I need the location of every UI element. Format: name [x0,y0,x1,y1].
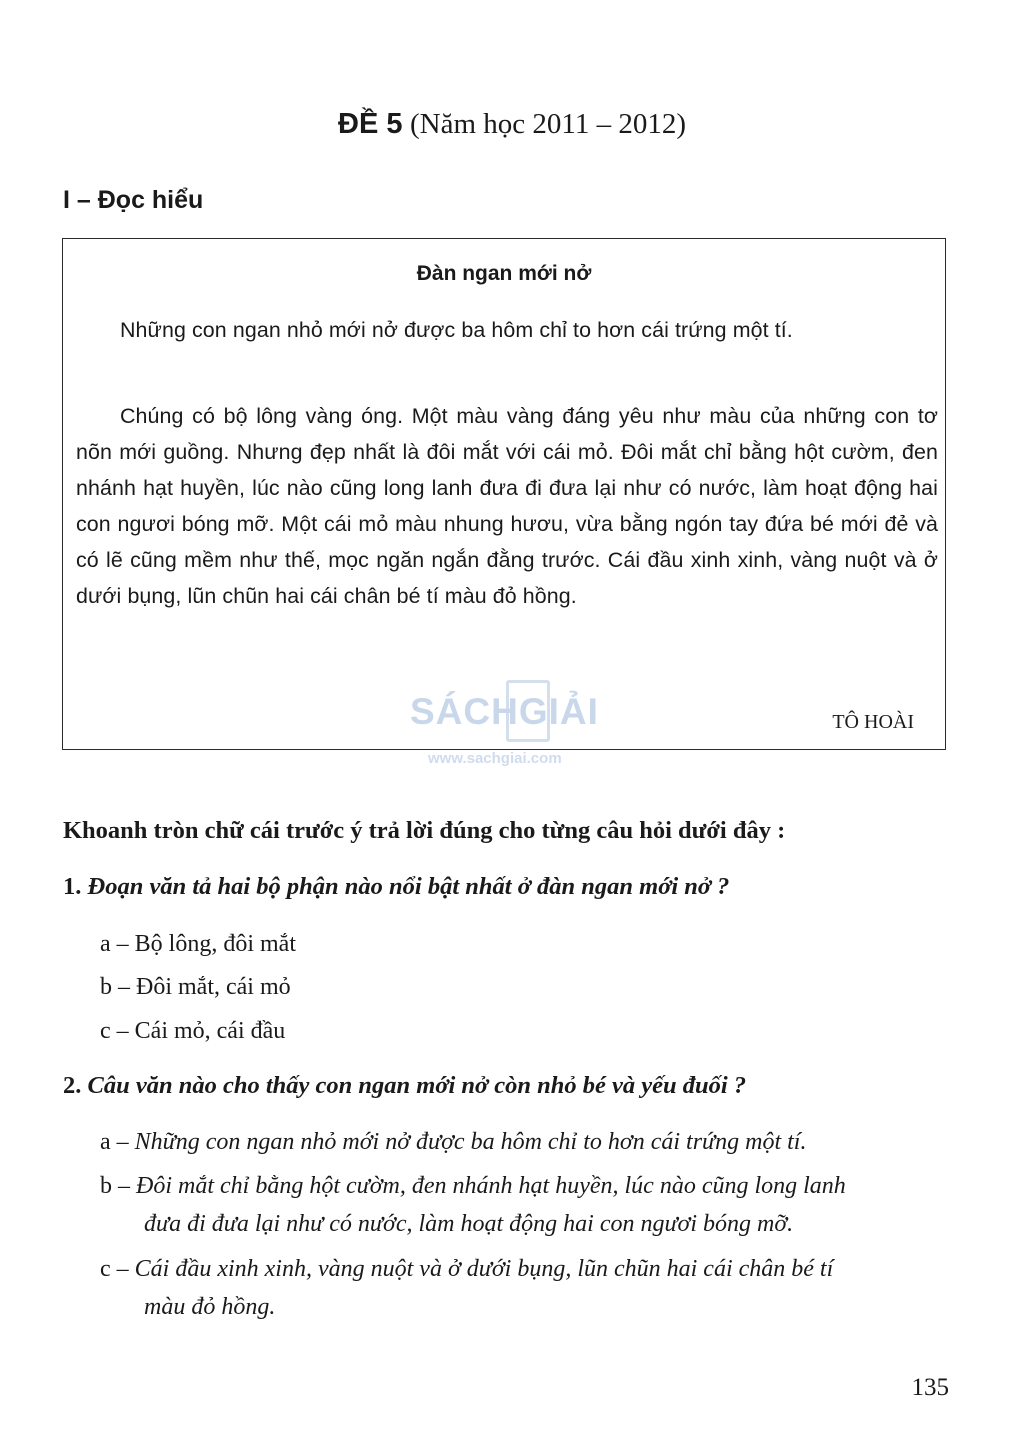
option-text: Những con ngan nhỏ mới nở được ba hôm chỉ to hơn cái trứng một tí. [134,1129,807,1155]
passage-title: Đàn ngan mới nở [416,262,592,285]
question-number: 2. [63,1072,82,1099]
option-text: Đôi mắt chỉ bằng hột cườm, đen nhánh hạt huyền, lúc nào cũng long lanh [136,1173,846,1199]
exam-title-year: (Năm học 2011 – 2012) [410,108,686,140]
option-letter: a – [100,931,129,957]
option-text: Đôi mắt, cái mỏ [136,974,291,1000]
exam-title-number: ĐỀ 5 [338,108,403,140]
section-heading: I – Đọc hiểu [63,186,204,214]
option-text-continued: màu đỏ hồng. [144,1294,276,1320]
question-2-option-b[interactable] [100,1167,948,1243]
question-1 [63,868,729,906]
option-text: Cái đầu xinh xinh, vàng nuột và ở dưới bụng, lũn chũn hai cái chân bé tí [134,1256,834,1282]
option-text-continued: đưa đi đưa lại như có nước, làm hoạt động hai con ngươi bóng mỡ. [144,1211,794,1237]
question-2-option-c[interactable] [100,1250,948,1326]
exam-title [0,104,1024,144]
watermark-brand: SÁCHGIẢI [410,691,599,732]
passage-paragraph-1: Những con ngan nhỏ mới nở được ba hôm chỉ to hơn cái trứng một tí. [120,318,793,342]
option-letter: b – [100,1173,130,1199]
option-letter: c – [100,1256,129,1282]
question-text: Đoạn văn tả hai bộ phận nào nổi bật nhất ở đàn ngan mới nở ? [87,873,730,900]
page-number: 135 [911,1374,949,1401]
question-number: 1. [63,873,82,900]
question-2-option-a[interactable] [100,1123,948,1161]
option-letter: c – [100,1018,129,1044]
question-1-option-a[interactable] [100,925,948,963]
option-text: Cái mỏ, cái đầu [134,1018,286,1044]
passage-paragraph-2: Chúng có bộ lông vàng óng. Một màu vàng đáng yêu như màu của những con tơ nõn mới guồng. Nhưng đẹp nhất là đôi mắt với cái mỏ. Đôi mắt chỉ bằng hột cườm, đen nhánh hạt huyền, lúc nào cũng long lanh đưa đi đưa lại như có nước, làm hoạt động hai con ngươi bóng mỡ. Một cái mỏ màu nhung hươu, vừa bằng ngón tay đứa bé mới đẻ và có lẽ cũng mềm như thế, mọc ngăn ngắn đằng trước. Cái đầu xinh xinh, vàng nuột và ở dưới bụng, lũn chũn hai cái chân bé tí màu đỏ hồng. [76,404,938,608]
option-letter: b – [100,974,130,1000]
question-1-option-b[interactable] [100,968,948,1006]
option-letter: a – [100,1129,129,1155]
instruction-text: Khoanh tròn chữ cái trước ý trả lời đúng cho từng câu hỏi dưới đây : [63,817,786,844]
question-1-option-c[interactable] [100,1012,948,1050]
passage-author: TÔ HOÀI [832,711,914,733]
watermark-url: www.sachgiai.com [428,750,562,767]
question-2 [63,1067,746,1105]
option-text: Bộ lông, đôi mắt [134,931,296,957]
question-text: Câu văn nào cho thấy con ngan mới nở còn nhỏ bé và yếu đuối ? [87,1072,747,1099]
